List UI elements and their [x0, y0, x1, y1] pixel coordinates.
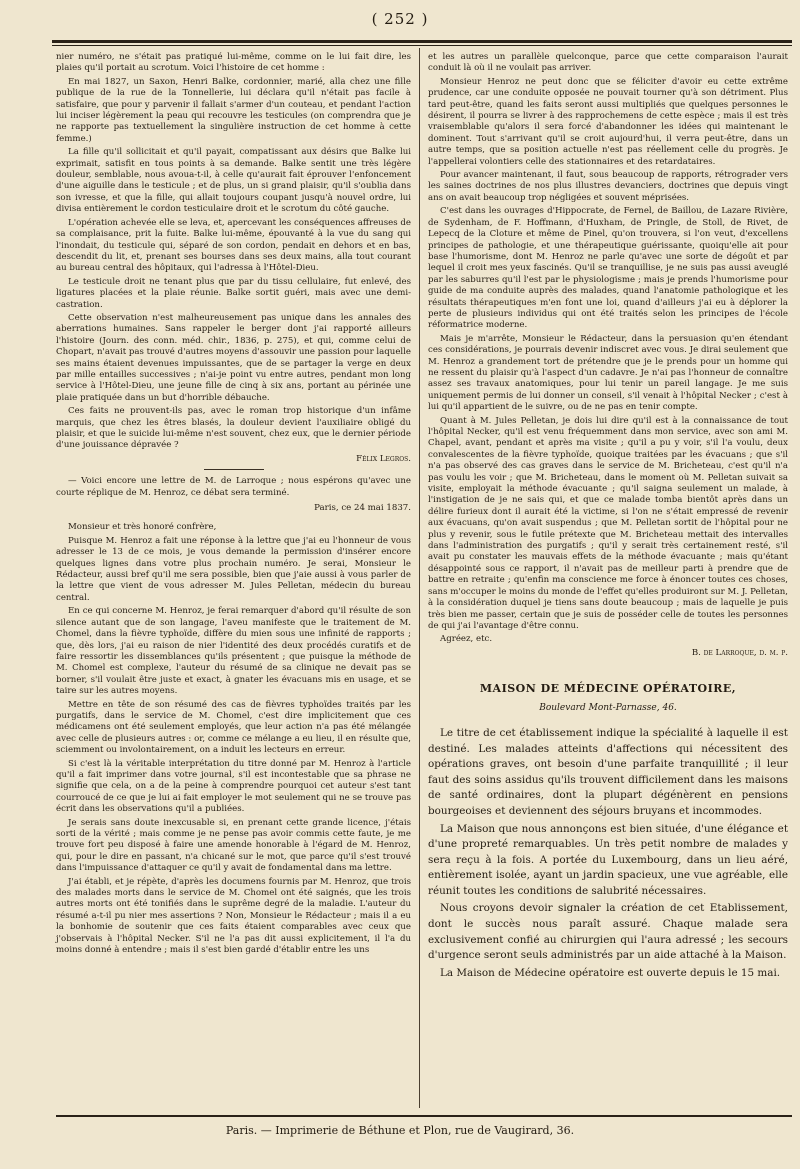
- notice-address: Boulevard Mont-Parnasse, 46.: [539, 702, 677, 713]
- paragraph: La fille qu'il sollicitait et qu'il payait, compatissant aux désirs que Balke lui exprimait, satisfit en tous points à sa demande. Balke sentit une très légère douleur, semblable, nous avoua-t-il, à celle qu'aurait fait éprouver l'enfoncement d'une aiguille dans le testicule ; et de plus, un si grand plaisir, qu'il s'oublia dans son ivresse, et que la fille, qui allait toujours coupant jusqu'à nouvel ordre, lui divisa entièrement le cordon testiculaire droit et le scrotum du côté gauche.: [56, 147, 411, 215]
- imprint-line: Paris. — Imprimerie de Béthune et Plon, rue de Vaugirard, 36.: [225, 1124, 575, 1137]
- signature-legros: Félix Legros.: [356, 453, 411, 464]
- letter-paragraph: Je serais sans doute inexcusable si, en prenant cette grande licence, j'étais sorti de la vérité ; mais comme je ne pense pas avoir commis cette faute, je me trouve fort peu disposé à faire une amende honorable à l'égard de M. Henroz, qui, pour le dire en passant, n'a chicané sur le mot, que parce qu'il s'est trouvé dans l'impuissance d'attaquer ce qu'il y avait de fondamental dans ma lettre.: [56, 817, 411, 874]
- letter-paragraph: et les autres un parallèle quelconque, parce que cette comparaison l'aurait conduit là où il ne voulait pas arriver.: [428, 52, 788, 74]
- paragraph: nier numéro, ne s'était pas pratiqué lui-même, comme on le lui fait dire, les plaies qu'il portait au scrotum. Voici l'histoire de cet homme :: [56, 52, 411, 74]
- signature-larroque: B. de Larroque, d. m. p.: [691, 647, 788, 658]
- letter-paragraph: En ce qui concerne M. Henroz, je ferai remarquer d'abord qu'il résulte de son silence autant que de son langage, l'aveu manifeste que le traitement de M. Chomel, dans la fièvre typhoïde, diffère du mien sous une infinité de rapports ; que, dès lors, j'ai eu raison de nier l'identité des deux procédés curatifs et de faire ressortir les dissemblances qu'ils présentent ; que puisque la méthode de M. Chomel est complexe, l'auteur du résumé de sa clinique ne devait pas se borner, s'il voulait être juste et exact, à gnater les évacuans mis en usage, et se taire sur les autres moyens.: [56, 606, 411, 697]
- notice-paragraph: La Maison que nous annonçons est bien située, d'une élégance et d'une propreté remarquables. Un très petit nombre de malades y sera reçu à la fois. A portée du Luxembourg, dans un lieu aéré, entièrement isolée, ayant un jardin spacieux, une vue agréable, elle réunit toutes les conditions de salubrité nécessaires.: [428, 822, 788, 897]
- paragraph: En mai 1827, un Saxon, Henri Balke, cordonnier, marié, alla chez une fille publique de la rue de la Tonnellerie, lui déclara qu'il n'était pas facile à satisfaire, que pour y parvenir il fallait s'armer d'un couteau, et pendant l'action lui inciser légèrement la peau qui recouvre les testicules (on comprendra que je ne rapporte pas textuellement la singulière instruction de cet homme à cette femme.): [56, 76, 411, 144]
- dateline: Paris, ce 24 mai 1837.: [314, 503, 411, 514]
- letter-paragraph: C'est dans les ouvrages d'Hippocrate, de Fernel, de Baillou, de Lazare Rivière, de Sydenham, de F. Hoffmann, d'Huxham, de Pringle, de Stoll, de Rivet, de Lepecq de la Cloture et même de Pinel, qu'on trouvera, si l'on veut, d'excellens principes de pathologie, et une thérapeutique guérissante, quoiqu'elle ait pour base l'humorisme, dont M. Henroz ne parle qu'avec une sorte de dégoût et par lequel il croit mes yeux fascinés. Qu'il se tranquillise, je ne suis pas aussi aveuglé par les saburres qu'il l'est par le physiologisme ; mais je prends l'humorisme pour guide de ma conduite auprès des malades, quand l'anatomie pathologique et les résultats thérapeutiques m'en font une loi, quand d'ailleurs j'ai eu à déplorer la perte de plusieurs individus qui ont été traités selon les principes de l'école réformatrice moderne.: [428, 206, 788, 331]
- notice-paragraph: Le titre de cet établissement indique la spécialité à laquelle il est destiné. Les malades atteints d'affections qui nécessitent des opérations graves, ont besoin d'une parfaite tranquillité ; il leur faut des soins assidus qu'ils trouvent difficilement dans les maisons de santé ordinaires, dont la plupart dégénèrent en pensions bourgeoises et deviennent des séjours bruyans et incommodes.: [428, 726, 788, 817]
- footer-rule: [56, 1115, 792, 1117]
- column-divider: [419, 48, 420, 1108]
- letter-paragraph: Quant à M. Jules Pelletan, je dois lui dire qu'il est à la connaissance de tout l'hôpital Necker, qu'il est venu fréquemment dans mon service, avec son ami M. Chapel, avant, pendant et après ma visite ; qu'il a pu y voir, s'il l'a voulu, deux convalescentes de la fièvre typhoïde, quoique traitées par les évacuans ; que s'il n'a pas observé des cas graves dans le service de M. Bricheteau, c'est qu'il n'a pas voulu les voir ; que M. Bricheteau, dans le moment où M. Pelletan suivait sa visite, employait la méthode évacuante ; qu'il saigna seulement un malade, à l'instigation de je ne sais qui, et que ce malade tomba bientôt après dans un délire furieux dont il aurait été la victime, si l'on ne s'était empressé de revenir aux évacuans, qu'on avait suspendus ; que M. Pelletan sortit de l'hôpital pour ne plus y revenir, sous le futile prétexte que M. Bricheteau mettait des intervalles dans l'administration des purgatifs ; qu'il y serait très certainement resté, s'il avait pu constater les mauvais effets de la méthode évacuante ; mais qu'étant désappointé sous ce rapport, il n'avait pas de meilleur parti à prendre que de battre en retraite ; qu'enfin ma conscience me force à énoncer toutes ces choses, sans m'occuper le moins du monde de l'effet qu'elles produiront sur M. J. Pelletan, à la considération duquel je tiens sans doute beaucoup ; mais de laquelle je puis très bien me passer, certain que je suis de posséder celle de toutes les personnes de qui j'ai l'avantage d'être connu.: [428, 415, 788, 631]
- left-column: [56, 52, 411, 958]
- right-column: [428, 52, 788, 983]
- notice-heading: MAISON DE MÉDECINE OPÉRATOIRE,: [479, 682, 737, 696]
- editor-intro: — Voici encore une lettre de M. de Larroque ; nous espérons qu'avec une courte réplique de M. Henroz, ce débat sera terminé.: [56, 476, 411, 498]
- closing: Agréez, etc.: [440, 634, 493, 645]
- letter-paragraph: Mais je m'arrête, Monsieur le Rédacteur, dans la persuasion qu'en étendant ces considérations, je pourrais devenir indiscret avec vous. Je dirai seulement que M. Henroz a grandement tort de prétendre que je le prends pour un homme qui ne ressent du plaisir qu'à l'aspect d'un cadavre. Je n'ai pas l'honneur de connaître assez ses travaux anatomiques, pour lui tenir un pareil langage. Je me suis uniquement permis de lui donner un conseil, s'il venait à l'hôpital Necker ; c'est à lui qu'il appartient de le suivre, ou de ne pas en tenir compte.: [428, 333, 788, 413]
- letter-paragraph: J'ai établi, et je répète, d'après les documens fournis par M. Henroz, que trois des malades morts dans le service de M. Chomel ont été saignés, que les trois autres morts ont été tonifiés dans le suprême degré de la maladie. L'auteur du résumé a-t-il pu nier mes assertions ? Non, Monsieur le Rédacteur ; mais il a eu la bonhomie de soutenir que ces faits étaient comparables avec ceux que j'observais à l'hôpital Necker. S'il ne l'a pas dit aussi explicitement, il l'a du moins donné à entendre ; mais il s'est bien gardé d'établir entre les uns: [56, 876, 411, 956]
- notice-paragraph: Nous croyons devoir signaler la création de cet Etablissement, dont le succès nous paraît assuré. Chaque malade sera exclusivement confié au chirurgien qui l'aura adressé ; les secours d'urgence seront seuls administrés par un aide attaché à la Maison.: [428, 902, 788, 962]
- paragraph: L'opération achevée elle se leva, et, apercevant les conséquences affreuses de sa complaisance, prit la fuite. Balke lui-même, épouvanté à la vue du sang qui l'inondait, du testicule qui, séparé de son cordon, pendait en dehors et en bas, descendit du lit, et, prenant ses bourses dans ses deux mains, alla tout courant au bureau central des hôpitaux, qui l'adressa à l'Hôtel-Dieu.: [56, 217, 411, 274]
- paragraph: Cette observation n'est malheureusement pas unique dans les annales des aberrations humaines. Sans rappeler le berger dont j'ai rapporté ailleurs l'histoire (Journ. des conn. méd. chir., 1836, p. 275), et qui, comme celui de Chopart, n'avait pas trouvé d'autres moyens d'assouvir une passion pour laquelle ses mains étaient devenues impuissantes, que de se partager la verge en deux par mille entailles successives ; n'ai-je point vu entre autres, pendant mon long service à l'Hôtel-Dieu, une jeune fille de cinq à six ans, portant au périnée une plaie pratiquée dans un but d'horrible débauche.: [56, 312, 411, 403]
- paragraph: Ces faits ne prouvent-ils pas, avec le roman trop historique d'un infâme marquis, que chez les êtres blasés, la douleur devient l'auxiliaire obligé du plaisir, et que le suicide lui-même n'est souvent, chez eux, que le dernier période d'une jouissance dépravée ?: [56, 406, 411, 451]
- letter-paragraph: Monsieur Henroz ne peut donc que se féliciter d'avoir eu cette extrême prudence, car une conduite opposée ne pouvait tourner qu'à son détriment. Plus tard peut-être, quand les faits seront aussi multipliés que quelques personnes le désirent, il pourra se livrer à des rapprochemens de cette espèce ; mais il est très vraisemblable qu'alors il sera forcé d'abandonner les idées qui maintenant le dominent. Tout s'arrivant qu'il se croit aujourd'hui, il verra peut-être, dans un autre temps, que sa position actuelle n'est pas réellement celle du progrès. Je l'appellerai volontiers celle des stationnaires et des retardataires.: [428, 76, 788, 167]
- letter-paragraph: Mettre en tête de son résumé des cas de fièvres typhoïdes traités par les purgatifs, dans le service de M. Chomel, c'est dire implicitement que ces médicamens ont été seulement employés, que leur action n'a pas été mélangée avec celle de plusieurs autres : or, comme ce mélange a eu lieu, il en résulte que, sciemment ou involontairement, on a induit les lecteurs en erreur.: [56, 699, 411, 756]
- letter-paragraph: Si c'est là la véritable interprétation du titre donné par M. Henroz à l'article qu'il a fait imprimer dans votre journal, s'il est incontestable que sa phrase ne signifie que cela, on a de la peine à comprendre pourquoi cet auteur s'est tant courroucé de ce que je lui ai fait employer le mot seulement qui ne se trouve pas écrit dans les observations qu'il a publiées.: [56, 758, 411, 815]
- paragraph: Le testicule droit ne tenant plus que par du tissu cellulaire, fut enlevé, des ligatures placées et la plaie réunie. Balke sortit guéri, mais avec une demi-castration.: [56, 276, 411, 310]
- page-number: ( 252 ): [371, 10, 429, 28]
- header-rule: [52, 40, 792, 46]
- letter-paragraph: Puisque M. Henroz a fait une réponse à la lettre que j'ai eu l'honneur de vous adresser le 13 de ce mois, je vous demande la permission d'insérer encore quelques lignes dans votre plus prochain numéro. Je serai, Monsieur le Rédacteur, aussi bref qu'il me sera possible, bien que j'aie aussi à vous parler de la lettre que vient de vous adresser M. Jules Pelletan, médecin du bureau central.: [56, 535, 411, 603]
- notice-paragraph: La Maison de Médecine opératoire est ouverte depuis le 15 mai.: [440, 966, 781, 979]
- letter-paragraph: Pour avancer maintenant, il faut, sous beaucoup de rapports, rétrograder vers les saines doctrines de nos plus illustres devanciers, doctrines que depuis vingt ans on avait beaucoup trop négligées et souvent méprisées.: [428, 170, 788, 203]
- section-separator: [204, 469, 264, 470]
- notice-body: [428, 726, 788, 982]
- salutation: Monsieur et très honoré confrère,: [68, 522, 217, 533]
